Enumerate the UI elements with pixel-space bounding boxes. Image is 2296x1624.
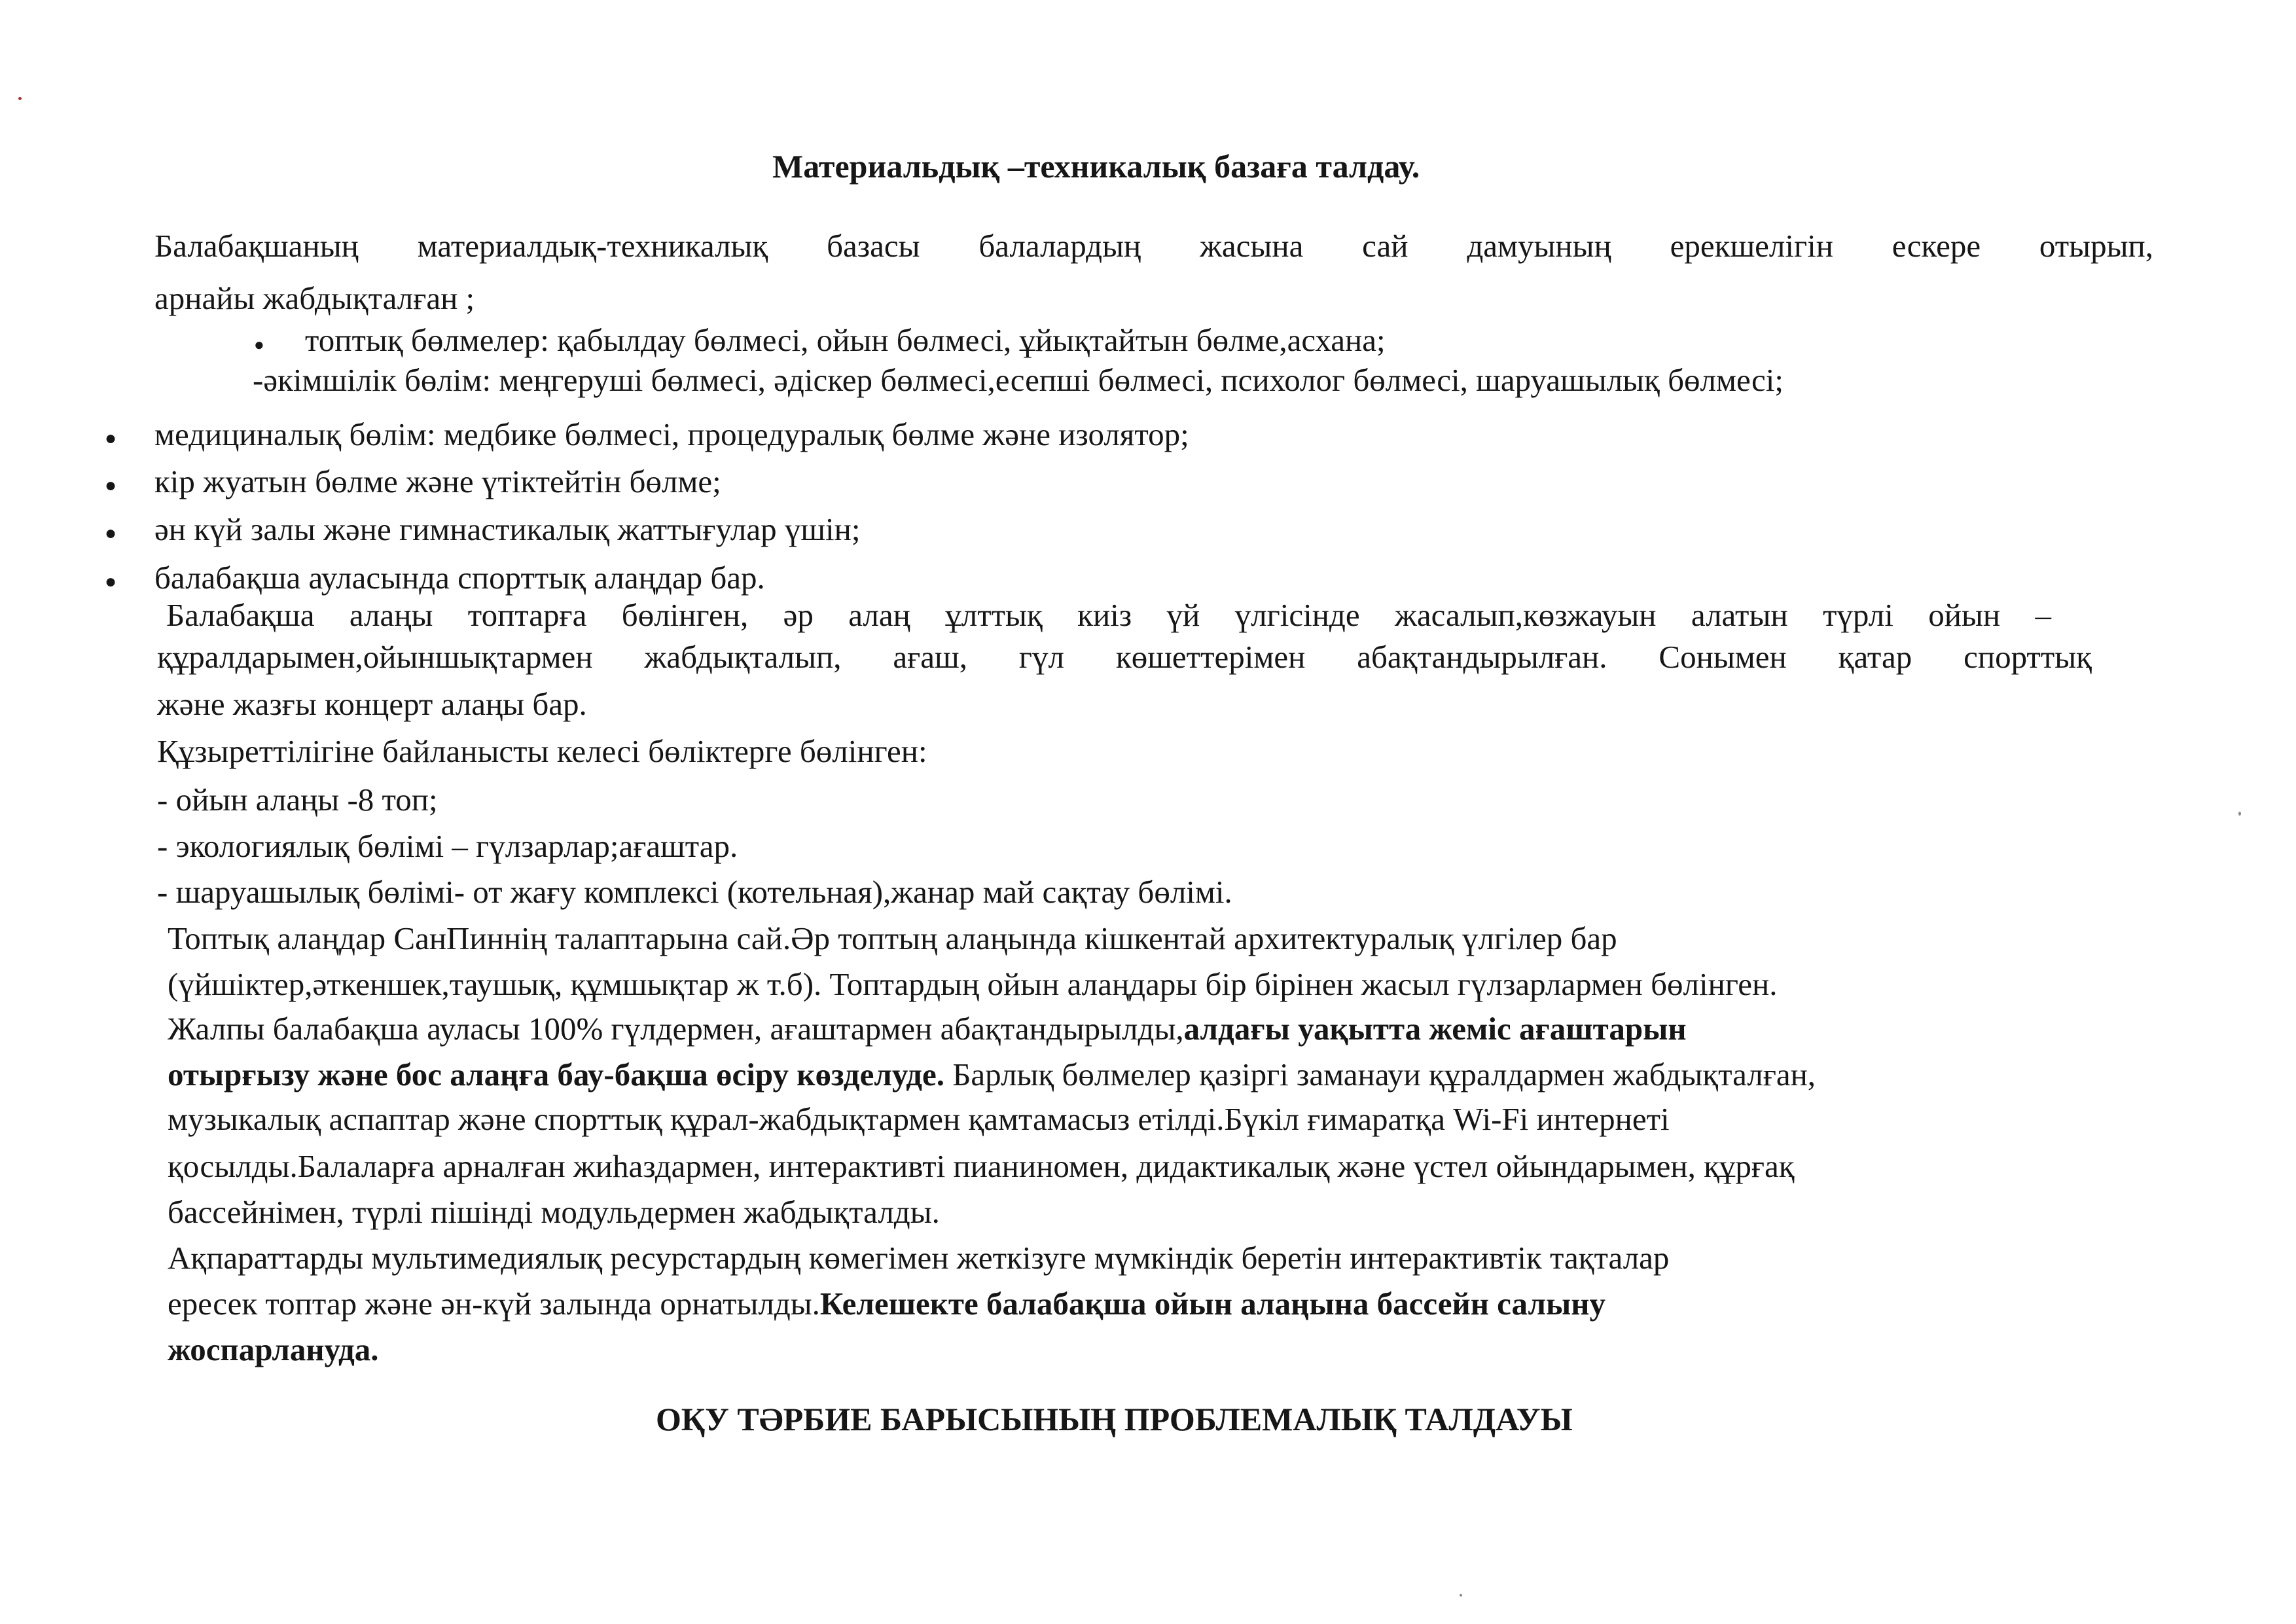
list-item-sports-grounds: балабақша ауласында спорттық алаңдар бар. bbox=[154, 560, 765, 596]
boards-line-2 bbox=[168, 1284, 1605, 1324]
zone-item-ecology: - экологиялық бөлімі – гүлзарлар;ағаштар. bbox=[157, 828, 738, 864]
scan-speck bbox=[1460, 1594, 1462, 1597]
yard-line-3: және жазғы концерт алаңы бар. bbox=[157, 686, 587, 722]
playgrounds-line-2: (үйшіктер,әткеншек,таушық, құмшықтар ж т.б). Топтардың ойын алаңдары бір бірінен жасыл гүлзарлармен бөлінген. bbox=[168, 966, 1778, 1002]
bullet-icon: ● bbox=[105, 522, 117, 544]
list-item-music-hall: ән күй залы және гимнастикалық жаттығулар үшін; bbox=[154, 511, 861, 547]
playgrounds-line-4 bbox=[168, 1055, 1816, 1094]
zones-intro: Құзыреттілігіне байланысты келесі бөліктерге бөлінген: bbox=[157, 733, 927, 769]
bullet-icon: ● bbox=[254, 335, 264, 354]
list-item-admin-section: -әкімшілік бөлім: меңгеруші бөлмесі, әдіскер бөлмесі,есепші бөлмесі, психолог бөлмесі, шаруашылық бөлмесі; bbox=[253, 362, 1784, 398]
intro-line-1: Балабақшаның материалдық-техникалық базасы балалардың жасына сай дамуының ерекшелігін ескере отырып, bbox=[154, 228, 2153, 264]
bullet-icon: ● bbox=[105, 571, 117, 592]
list-item-laundry: кір жуатын бөлме және үтіктейтін бөлме; bbox=[154, 463, 721, 499]
page-title: Материальдық –техникалық базаға талдау. bbox=[772, 148, 1420, 185]
list-item-medical: медициналық бөлім: медбике бөлмесі, процедуралық бөлме және изолятор; bbox=[154, 416, 1189, 452]
playgrounds-line-4-normal: Барлық бөлмелер қазіргі заманауи құралдармен жабдықталған, bbox=[944, 1056, 1816, 1092]
playgrounds-line-3 bbox=[168, 1009, 1687, 1049]
bullet-icon: ● bbox=[105, 427, 117, 449]
playgrounds-line-3-normal: Жалпы балабақша ауласы 100% гүлдермен, ағаштармен абақтандырылды, bbox=[168, 1011, 1184, 1047]
scan-speck bbox=[18, 97, 22, 100]
playgrounds-line-5: музыкалық аспаптар және спорттық құрал-жабдықтармен қамтамасыз етілді.Бүкіл ғимаратқа Wi-Fi интернеті bbox=[168, 1101, 1670, 1137]
playgrounds-line-6: қосылды.Балаларға арналған жиһаздармен, интерактивті пианиномен, дидактикалық және үстел ойындарымен, құрғақ bbox=[168, 1148, 1795, 1184]
playgrounds-line-7: бассейнімен, түрлі пішінді модульдермен жабдықталды. bbox=[168, 1194, 940, 1230]
playgrounds-line-3-bold: алдағы уақытта жеміс ағаштарын bbox=[1183, 1011, 1687, 1047]
boards-line-1: Ақпараттарды мультимедиялық ресурстардың көмегімен жеткізуге мүмкіндік беретін интерактивтік тақталар bbox=[168, 1240, 1670, 1276]
yard-line-1: Балабақша алаңы топтарға бөлінген, әр алаң ұлттық киіз үй үлгісінде жасалып,көзжауын алатын түрлі ойын – bbox=[166, 597, 2051, 633]
playgrounds-line-1: Топтық алаңдар СанПиннің талаптарына сай.Әр топтың алаңында кішкентай архитектуралық үлгілер бар bbox=[168, 920, 1617, 956]
zone-item-utility: - шаруашылық бөлімі- от жағу комплексі (котельная),жанар май сақтау бөлімі. bbox=[157, 874, 1232, 910]
bullet-icon: ● bbox=[105, 475, 117, 496]
playgrounds-line-4-bold: отырғызу және бос алаңға бау-бақша өсіру көзделуде. bbox=[168, 1056, 945, 1092]
list-item-group-rooms: топтық бөлмелер: қабылдау бөлмесі, ойын бөлмесі, ұйықтайтын бөлме,асхана; bbox=[305, 322, 1386, 358]
section-heading: ОҚУ ТӘРБИЕ БАРЫСЫНЫҢ ПРОБЛЕМАЛЫҚ ТАЛДАУЫ bbox=[656, 1401, 1573, 1437]
scan-speck bbox=[2238, 812, 2241, 816]
boards-line-3: жоспарлануда. bbox=[168, 1331, 379, 1367]
intro-line-2: арнайы жабдықталған ; bbox=[154, 280, 475, 316]
boards-line-2-bold: Келешекте балабақша ойын алаңына бассейн салыну bbox=[819, 1286, 1605, 1322]
boards-line-2-normal: ересек топтар және ән-күй залында орнатылды. bbox=[168, 1286, 820, 1322]
yard-line-2: құралдарымен,ойыншықтармен жабдықталып, ағаш, гүл көшеттерімен абақтандырылған. Сонымен қатар спорттық bbox=[157, 639, 2092, 675]
zone-item-playground: - ойын алаңы -8 топ; bbox=[157, 782, 438, 818]
